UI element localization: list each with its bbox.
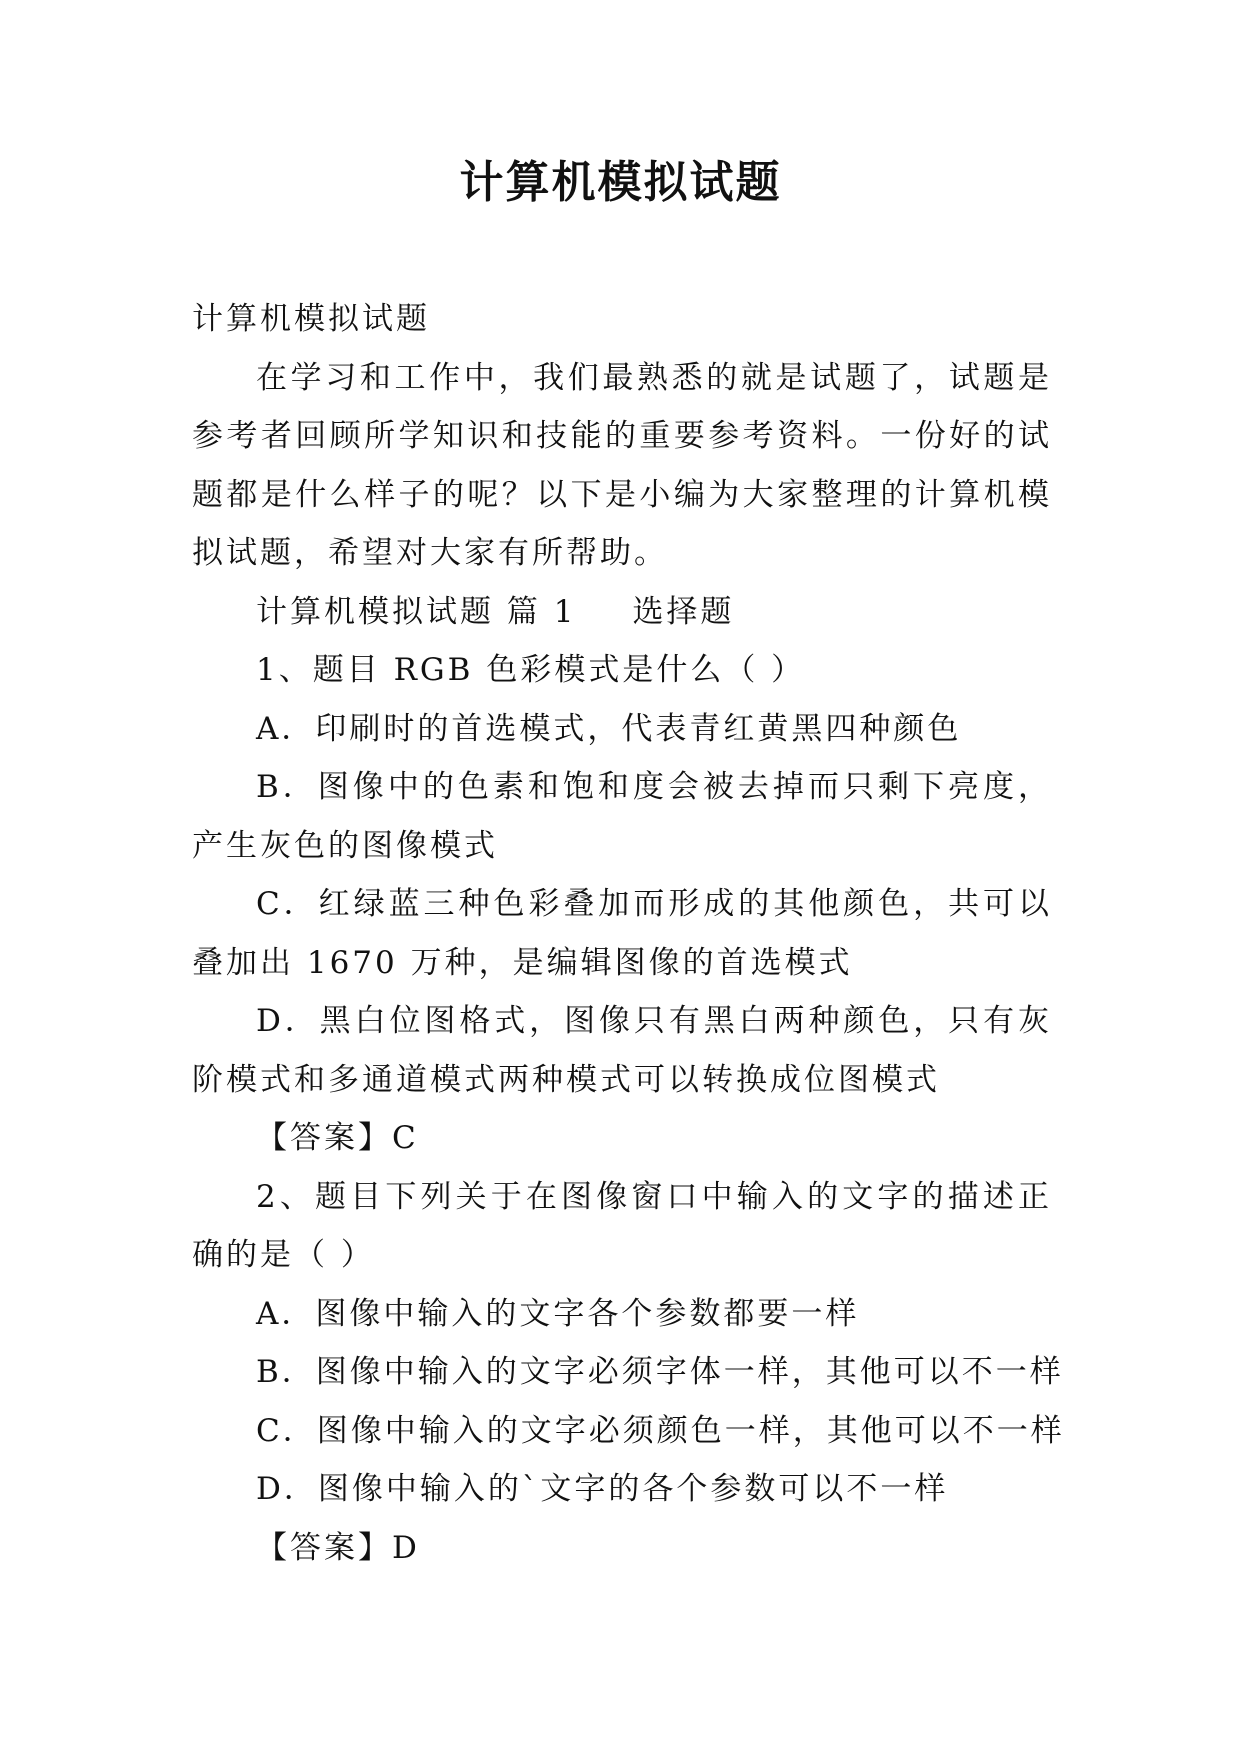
question-2-option-d: D．图像中输入的`文字的各个参数可以不一样 (256, 1471, 949, 1507)
document-body (192, 290, 1065, 1577)
question-1-option-d: D．黑白位图格式，图像只有黑白两种颜色，只有灰阶模式和多通道模式两种模式可以转换成位图模式 (192, 1003, 1052, 1098)
question-2-option-c: C．图像中输入的文字必须颜色一样，其他可以不一样 (256, 1412, 1065, 1449)
question-1-option-a: A．印刷时的首选模式，代表青红黄黑四种颜色 (256, 710, 962, 747)
question-2-answer: 【答案】D (256, 1529, 420, 1566)
document-subtitle: 计算机模拟试题 (192, 301, 430, 337)
question-2-stem: 2、题目下列关于在图像窗口中输入的文字的描述正确的是（ ） (192, 1178, 1052, 1273)
question-1-stem: 1、题目 RGB 色彩模式是什么（ ） (256, 652, 806, 688)
section-part: 篇 1 (506, 593, 577, 630)
question-1-answer: 【答案】C (256, 1120, 419, 1156)
section-type: 选择题 (632, 593, 735, 630)
question-2-option-b: B．图像中输入的文字必须字体一样，其他可以不一样 (256, 1354, 1064, 1390)
question-2-option-a: A．图像中输入的文字各个参数都要一样 (256, 1295, 860, 1332)
document-title: 计算机模拟试题 (459, 157, 782, 208)
question-1-option-b: B．图像中的色素和饱和度会被去掉而只剩下亮度，产生灰色的图像模式 (192, 769, 1052, 864)
section-heading (192, 583, 1052, 642)
section-name: 计算机模拟试题 (256, 593, 494, 630)
question-1-option-c: C．红绿蓝三种色彩叠加而形成的其他颜色，共可以叠加出 1670 万种，是编辑图像的首选模式 (192, 886, 1052, 981)
intro-paragraph: 在学习和工作中，我们最熟悉的就是试题了，试题是参考者回顾所学知识和技能的重要参考资料。一份好的试题都是什么样子的呢？以下是小编为大家整理的计算机模拟试题，希望对大家有所帮助。 (192, 359, 1052, 571)
